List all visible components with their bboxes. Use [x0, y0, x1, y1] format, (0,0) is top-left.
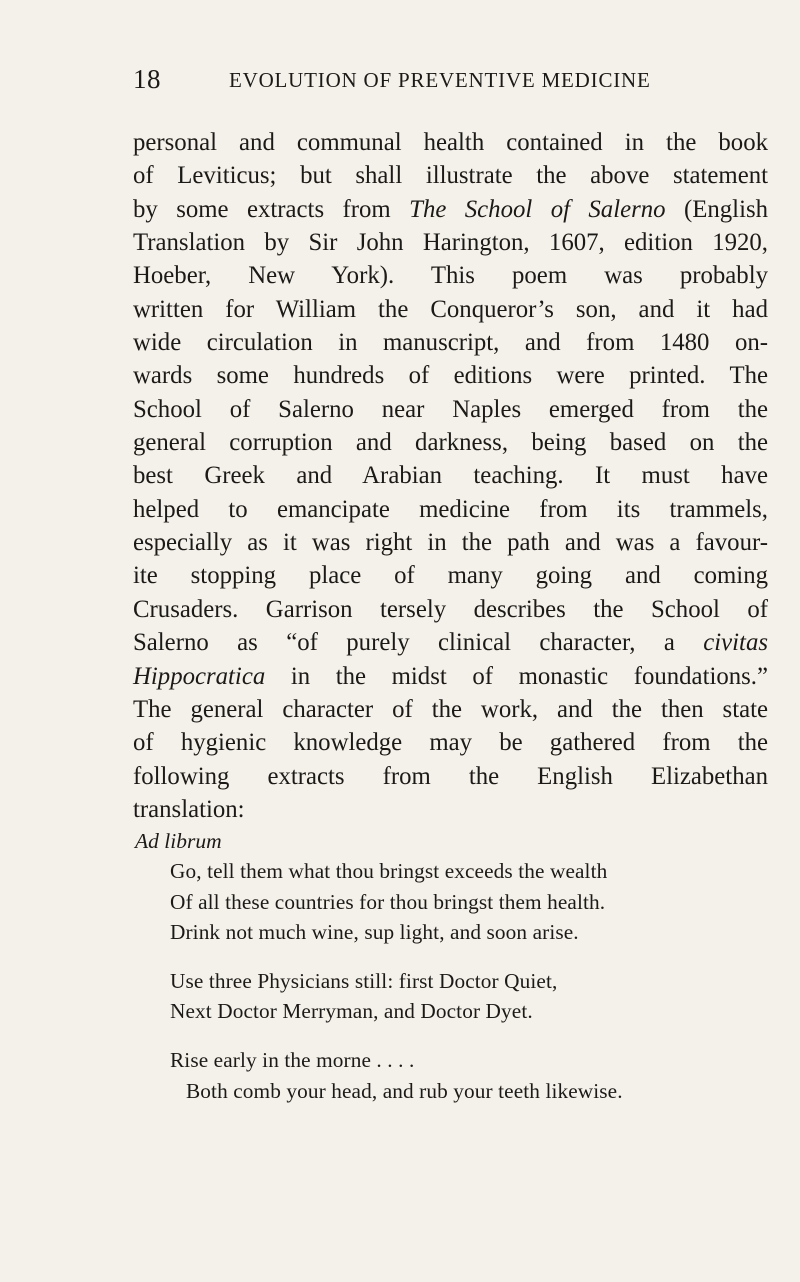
text-line: School of Salerno near Naples emerged from the — [133, 395, 768, 423]
text-line — [133, 626, 768, 659]
text-line: personal and communal health contained in the book — [133, 129, 768, 156]
text-line: written for William the Conqueror’s son, and it had — [133, 295, 768, 323]
verse-line: Of all these countries for thou bringst them health. — [170, 889, 606, 914]
text-line: ite stopping place of many going and coming — [133, 562, 768, 590]
verse-heading: Ad librum — [135, 829, 222, 853]
verse-extract — [133, 826, 773, 1106]
book-title: The School of Salerno — [409, 195, 666, 223]
page-number: 18 — [133, 64, 161, 94]
text-line: of hygienic knowledge may be gathered from the — [133, 729, 768, 757]
stanza-gap — [133, 948, 773, 966]
text-line: Translation by Sir John Harington, 1607, edition 1920, — [133, 229, 768, 257]
text-line: translation: — [133, 795, 245, 823]
text-line: of Leviticus; but shall illustrate the above statement — [133, 162, 768, 190]
text-line: wards some hundreds of editions were printed. The — [133, 362, 768, 390]
text-line — [133, 660, 768, 693]
text-line: following extracts from the English Elizabethan — [133, 762, 768, 790]
verse-line: Use three Physicians still: first Doctor Quiet, — [170, 968, 558, 993]
text-line: helped to emancipate medicine from its trammels, — [133, 495, 768, 523]
text-line: Hoeber, New York). This poem was probably — [133, 262, 768, 290]
latin-phrase: Hippocratica — [133, 662, 266, 690]
text-line: wide circulation in manuscript, and from 1480 on- — [133, 329, 768, 357]
running-title: EVOLUTION OF PREVENTIVE MEDICINE — [229, 68, 651, 92]
text-run: Salerno as “of purely clinical character, a — [133, 629, 675, 657]
text-line: Crusaders. Garrison tersely describes the School of — [133, 595, 768, 623]
text-line — [133, 193, 768, 226]
text-line: The general character of the work, and the then state — [133, 695, 768, 723]
text-run: by some extracts from — [133, 195, 391, 223]
verse-line: Rise early in the morne . . . . — [170, 1047, 415, 1072]
verse-line: Go, tell them what thou bringst exceeds the wealth — [170, 859, 608, 883]
verse-line: Next Doctor Merryman, and Doctor Dyet. — [170, 999, 533, 1024]
text-run: in the midst of monastic foundations.” — [290, 662, 768, 690]
verse-line: Drink not much wine, sup light, and soon arise. — [170, 920, 579, 945]
text-line: best Greek and Arabian teaching. It must have — [133, 462, 768, 490]
body-paragraph — [133, 126, 768, 826]
text-run: (English — [683, 195, 769, 223]
text-line: especially as it was right in the path and was a favour- — [133, 529, 768, 557]
text-line: general corruption and darkness, being based on the — [133, 429, 768, 457]
stanza-gap — [133, 1027, 773, 1045]
running-head — [133, 62, 773, 96]
latin-phrase: civitas — [703, 629, 768, 657]
verse-line: Both comb your head, and rub your teeth likewise. — [186, 1078, 623, 1103]
